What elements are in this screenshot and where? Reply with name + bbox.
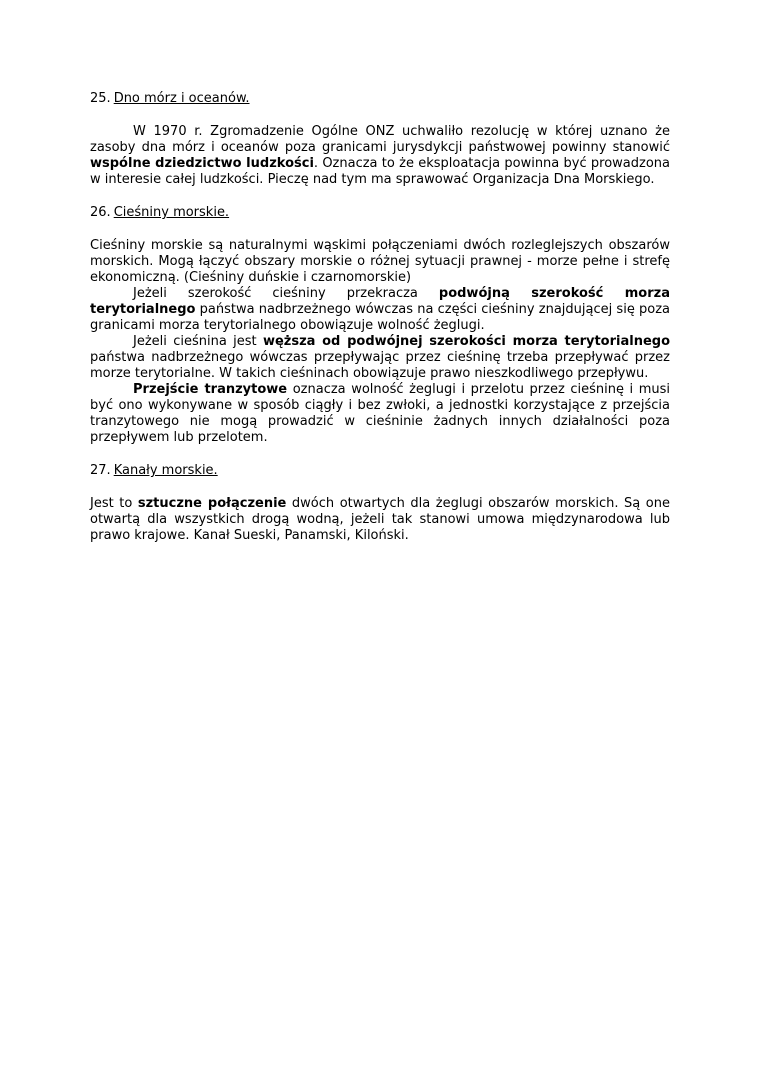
section-heading — [90, 463, 670, 479]
section-title: Dno mórz i oceanów. — [113, 91, 250, 106]
section-title: Cieśniny morskie. — [113, 205, 230, 220]
section-27 — [90, 463, 670, 544]
text-run: Jeżeli cieśnina jest — [133, 334, 263, 349]
paragraph — [90, 382, 670, 446]
text-run: dwóch otwartych dla żeglugi obszarów morskich. Są one otwartą dla wszystkich drogą wodną, jeżeli tak stanowi umowa międzynarodowa lub prawo krajowe. Kanał Sueski, Panamski, Kiloński. — [90, 496, 670, 543]
paragraph — [90, 286, 670, 334]
section-heading — [90, 205, 670, 221]
section-26 — [90, 205, 670, 446]
text-run: W 1970 r. Zgromadzenie Ogólne ONZ uchwaliło rezolucję w której uznano że zasoby dna mórz i oceanów poza granicami jurysdykcji państwowej powinny stanowić — [90, 124, 670, 155]
text-run: Cieśniny morskie są naturalnymi wąskimi połączeniami dwóch rozleglejszych obszarów morskich. Mogą łączyć obszary morskie o różnej sytuacji prawnej - morze pełne i strefę ekonomiczną. (Cieśniny duńskie i czarnomorskie) — [90, 238, 670, 285]
bold-text-run: sztuczne połączenie — [137, 496, 287, 511]
text-run: państwa nadbrzeżnego wówczas na części cieśniny znajdującej się poza granicami morza terytorialnego obowiązuje wolność żeglugi. — [90, 302, 670, 333]
section-number: 27. — [90, 463, 111, 478]
bold-text-run: podwójną szerokość morza terytorialnego — [90, 286, 670, 317]
text-run: Jest to — [90, 496, 138, 511]
section-number: 26. — [90, 205, 111, 220]
paragraph — [90, 334, 670, 382]
text-run: państwa nadbrzeżnego wówczas przepływając przez cieśninę trzeba przepływać przez morze terytorialne. W takich cieśninach obowiązuje prawo nieszkodliwego przepływu. — [90, 350, 670, 381]
section-title: Kanały morskie. — [113, 463, 218, 478]
section-heading — [90, 91, 670, 107]
section-number: 25. — [90, 91, 111, 106]
bold-text-run: węższa od podwójnej szerokości morza terytorialnego — [262, 334, 671, 349]
bold-text-run: wspólne dziedzictwo ludzkości — [90, 156, 314, 171]
paragraph — [90, 496, 670, 544]
text-run: oznacza wolność żeglugi i przelotu przez cieśninę i musi być ono wykonywane w sposób ciągły i bez zwłoki, a jednostki korzystające z przejścia tranzytowego nie mogą prowadzić w cieśninie żadnych innych działalności poza przepływem lub przelotem. — [90, 382, 671, 445]
text-run: . Oznacza to że eksploatacja powinna być prowadzona w interesie całej ludzkości. Pieczę nad tym ma sprawować Organizacja Dna Morskiego. — [90, 156, 671, 187]
section-25 — [90, 91, 670, 188]
document-page — [90, 91, 670, 544]
paragraph — [90, 124, 670, 188]
paragraph — [90, 238, 670, 286]
text-run: Jeżeli szerokość cieśniny przekracza — [133, 286, 439, 301]
bold-text-run: Przejście tranzytowe — [133, 382, 288, 397]
